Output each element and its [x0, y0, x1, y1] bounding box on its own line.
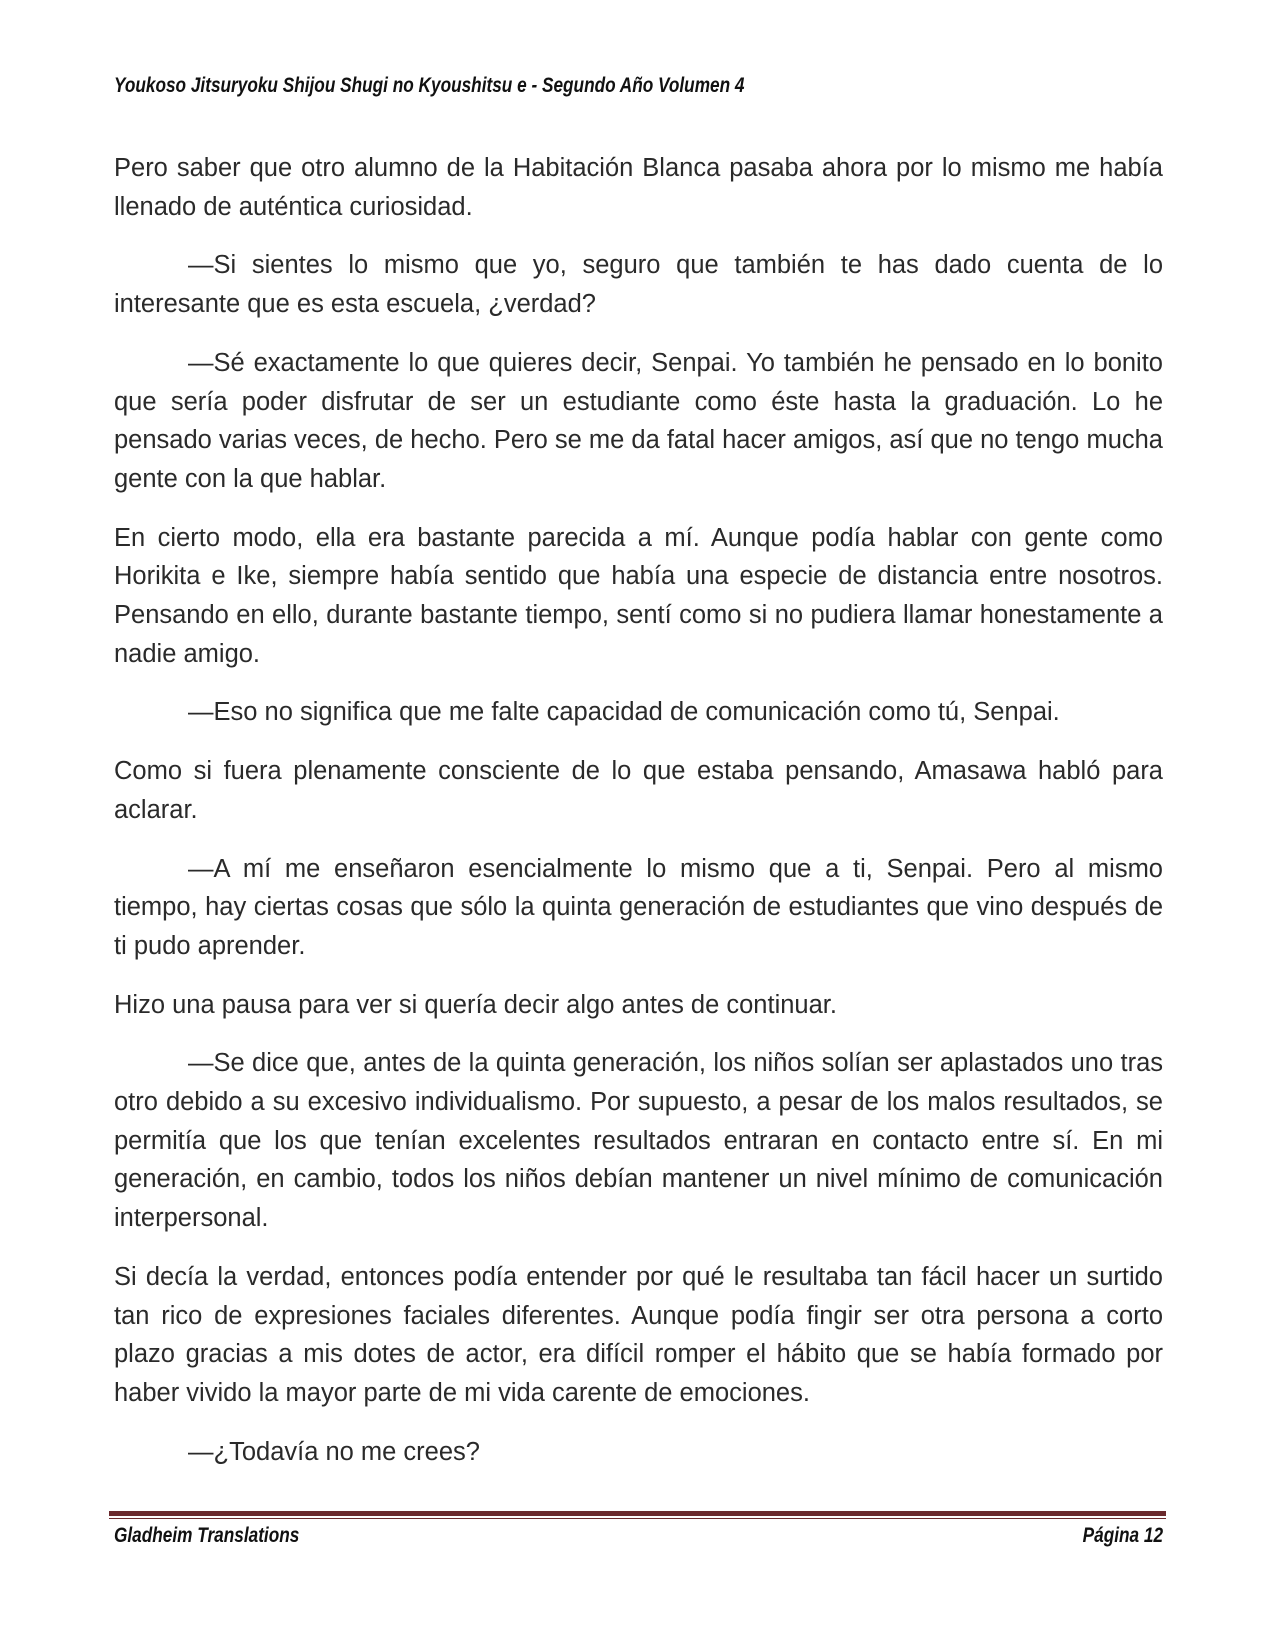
paragraph: En cierto modo, ella era bastante parecida a mí. Aunque podía hablar con gente como Horikita e Ike, siempre había sentido que había una especie de distancia entre nosotros. Pensando en ello, durante bastante tiempo, sentí como si no pudiera llamar honestamente a nadie amigo.: [114, 523, 1163, 668]
paragraph: Si decía la verdad, entonces podía entender por qué le resultaba tan fácil hacer un surtido tan rico de expresiones faciales diferentes. Aunque podía fingir ser otra persona a corto plazo gracias a mis dotes de actor, era difícil romper el hábito que se había formado por haber vivido la mayor parte de mi vida carente de emociones.: [114, 1262, 1163, 1407]
page-number: Página 12: [1082, 1524, 1163, 1547]
dialogue-paragraph: —Eso no significa que me falte capacidad de comunicación como tú, Senpai.: [188, 698, 1060, 727]
footer-rule-thick: [109, 1511, 1166, 1516]
dialogue-paragraph: —A mí me enseñaron esencialmente lo mismo que a ti, Senpai. Pero al mismo tiempo, hay ciertas cosas que sólo la quinta generación de estudiantes que vino después de ti pudo aprender.: [114, 854, 1163, 960]
paragraph: Pero saber que otro alumno de la Habitación Blanca pasaba ahora por lo mismo me había llenado de auténtica curiosidad.: [114, 154, 1163, 221]
running-header: Youkoso Jitsuryoku Shijou Shugi no Kyoushitsu e - Segundo Año Volumen 4: [114, 74, 745, 97]
paragraph: Hizo una pausa para ver si quería decir algo antes de continuar.: [114, 990, 837, 1019]
footer-rule: [109, 1511, 1166, 1519]
footer-credit: Gladheim Translations: [114, 1524, 300, 1547]
dialogue-paragraph: —Sé exactamente lo que quieres decir, Senpai. Yo también he pensado en lo bonito que sería poder disfrutar de ser un estudiante como éste hasta la graduación. Lo he pensado varias veces, de hecho. Pero se me da fatal hacer amigos, así que no tengo mucha gente con la que hablar.: [114, 348, 1163, 493]
paragraph: Como si fuera plenamente consciente de lo que estaba pensando, Amasawa habló para aclarar.: [114, 757, 1163, 824]
dialogue-paragraph: —Si sientes lo mismo que yo, seguro que también te has dado cuenta de lo interesante que es esta escuela, ¿verdad?: [114, 251, 1163, 319]
footer-rule-thin: [109, 1518, 1166, 1519]
dialogue-paragraph: —Se dice que, antes de la quinta generación, los niños solían ser aplastados uno tras otro debido a su excesivo individualismo. Por supuesto, a pesar de los malos resultados, se permitía que los que tenían excelentes resultados entraran en contacto entre sí. En mi generación, en cambio, todos los niños debían mantener un nivel mínimo de comunicación interpersonal.: [114, 1049, 1163, 1233]
dialogue-paragraph: —¿Todavía no me crees?: [188, 1437, 480, 1466]
page-body: [114, 149, 1163, 1491]
